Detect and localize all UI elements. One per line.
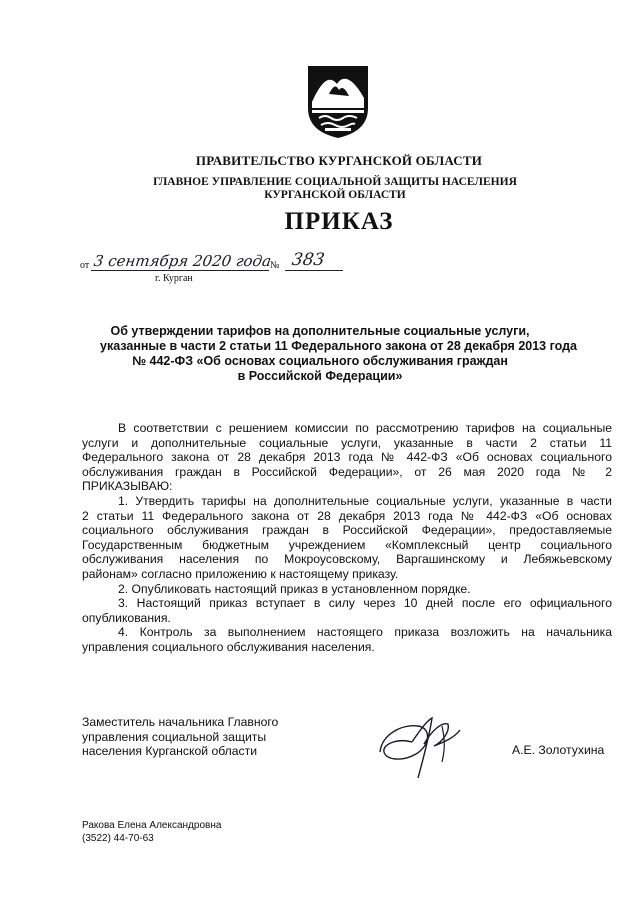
executor-name: Ракова Елена Александровна (82, 820, 222, 831)
signatory-name: А.Е. Золотухина (512, 743, 605, 757)
coat-of-arms-emblem (303, 62, 373, 140)
department-name-line1: ГЛАВНОЕ УПРАВЛЕНИЕ СОЦИАЛЬНОЙ ЗАЩИТЫ НАСЕЛЕНИЯ (153, 176, 517, 188)
body-line: Государственным бюджетным учреждением «Комплексный центр социального (82, 537, 612, 552)
handwritten-signature (372, 712, 472, 782)
body-line: услуги и дополнительные социальные услуги, указанные в части 2 статьи 11 (82, 435, 612, 450)
order-date-line (80, 252, 350, 274)
body-line: социального обслуживания граждан в Российской Федерации», предоставляемые (82, 523, 612, 538)
body-line: 2 статьи 11 Федерального закона от 28 декабря 2013 года № 442-ФЗ «Об основах (82, 508, 612, 523)
handwritten-date: 3 сентября 2020 года (92, 252, 273, 270)
signatory-position (82, 715, 278, 759)
body-line: управления социального обслуживания населения. (82, 639, 375, 654)
government-name: ПРАВИТЕЛЬСТВО КУРГАНСКОЙ ОБЛАСТИ (195, 153, 483, 168)
body-line: ПРИКАЗЫВАЮ: (82, 479, 173, 494)
body-line: 4. Контроль за выполнением настоящего приказа возложить на начальника (118, 625, 612, 640)
title-line: указанные в части 2 статьи 11 Федерального закона от 28 декабря 2013 года (100, 339, 577, 353)
body-line: обслуживания населения по Мокроусовскому, Варгашинскому и Лебяжьевскому (82, 552, 612, 567)
title-line: Об утверждении тарифов на дополнительные социальные услуги, (110, 324, 530, 338)
executor-contact (82, 820, 221, 845)
position-line: Заместитель начальника Главного (82, 715, 279, 729)
document-type-heading: ПРИКАЗ (284, 208, 394, 235)
position-line: управления социальной защиты (82, 729, 267, 744)
document-title (100, 324, 577, 384)
date-prefix: от (80, 260, 90, 271)
body-line: 1. Утвердить тарифы на дополнительные социальные услуги, указанные в части (118, 493, 612, 508)
executor-phone: (3522) 44-70-63 (82, 832, 154, 844)
body-line: Федерального закона от 28 декабря 2013 года № 442-ФЗ «Об основах социального (82, 450, 612, 465)
title-line: в Российской Федерации» (237, 369, 403, 383)
number-label: № (270, 260, 280, 271)
city-name: г. Курган (155, 273, 193, 284)
body-line: обслуживания граждан в Российской Федерации», от 26 мая 2020 года № 2 (82, 464, 612, 479)
body-line: опубликования. (82, 610, 171, 625)
body-line: В соответствии с решением комиссии по рассмотрению тарифов на социальные (118, 421, 612, 435)
document-body (82, 421, 612, 655)
handwritten-number: 383 (290, 250, 326, 270)
body-line: 2. Опубликовать настоящий приказ в установленном порядке. (118, 581, 471, 596)
date-underline (91, 270, 269, 271)
title-line: № 442-ФЗ «Об основах социального обслуживания граждан (132, 354, 508, 368)
body-line: 3. Настоящий приказ вступает в силу через 10 дней после его официального (118, 596, 612, 611)
department-name-line2: КУРГАНСКОЙ ОБЛАСТИ (264, 189, 406, 201)
position-line: населения Курганской области (82, 744, 258, 759)
number-underline (285, 270, 343, 271)
body-line: районам» согласно приложению к настоящему приказу. (82, 566, 399, 581)
